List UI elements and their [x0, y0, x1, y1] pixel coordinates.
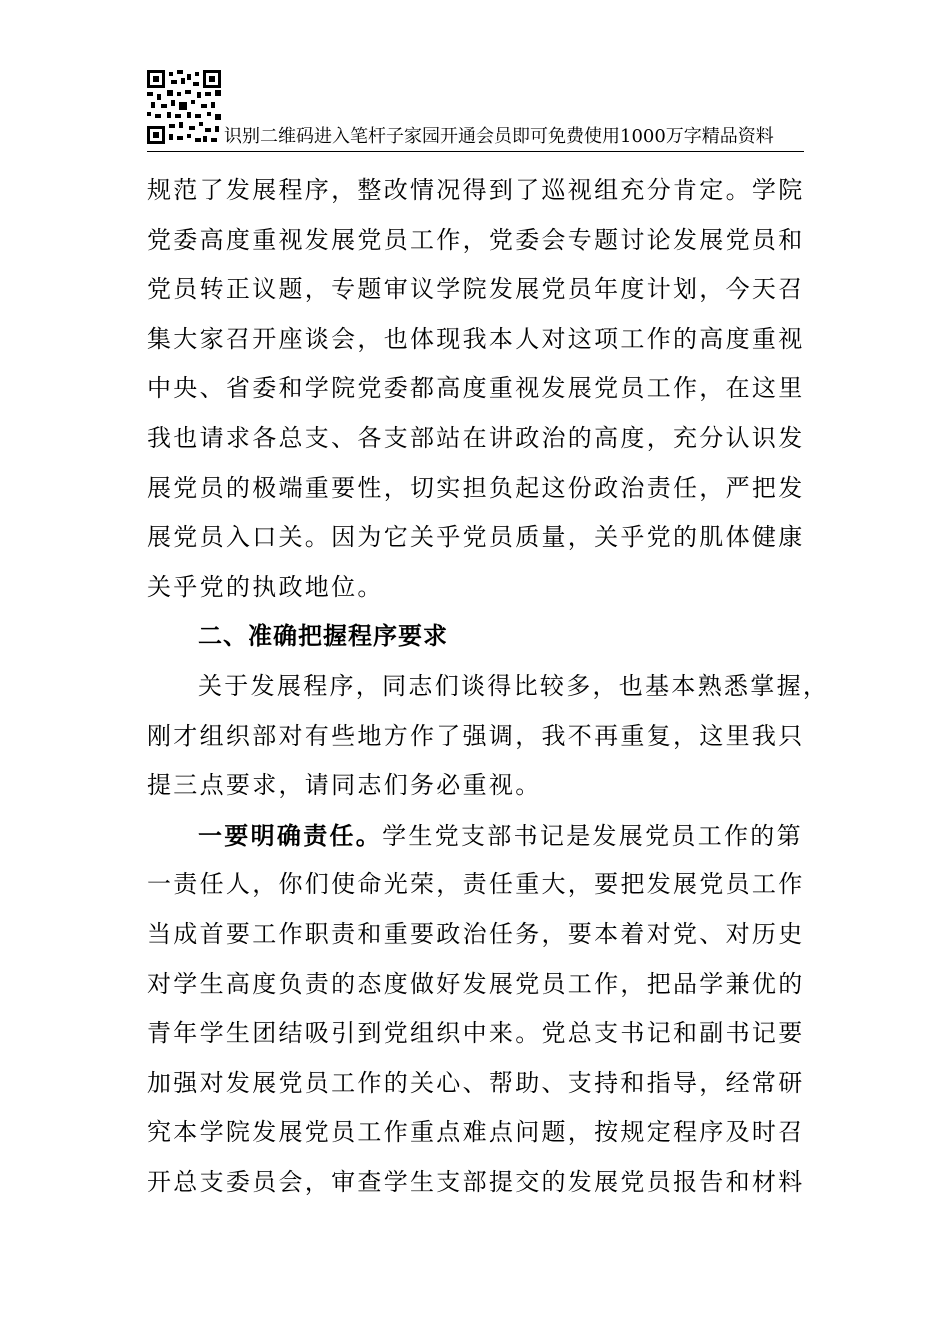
header-banner-text: 识别二维码进入笔杆子家园开通会员即可免费使用1000万字精品资料	[224, 126, 774, 147]
section-heading: 二、准确把握程序要求	[198, 622, 448, 651]
body-line: 开总支委员会，审查学生支部提交的发展党员报告和材料	[147, 1167, 805, 1196]
body-line: 我也请求各总支、各支部站在讲政治的高度，充分认识发	[147, 423, 805, 452]
body-line: 青年学生团结吸引到党组织中来。党总支书记和副书记要	[147, 1019, 805, 1048]
body-line: 关乎党的执政地位。	[147, 572, 384, 601]
body-line: 一责任人，你们使命光荣，责任重大，要把发展党员工作	[147, 870, 805, 899]
header-divider	[147, 151, 804, 152]
body-line: 提三点要求，请同志们务必重视。	[147, 771, 542, 800]
paragraph-lead: 一要明确责任。	[198, 820, 383, 850]
body-line: 党委高度重视发展党员工作，党委会专题讨论发展党员和	[147, 225, 805, 254]
body-line: 展党员入口关。因为它关乎党员质量，关乎党的肌体健康	[147, 523, 805, 552]
body-line: 中央、省委和学院党委都高度重视发展党员工作，在这里	[147, 374, 805, 403]
body-line: 对学生高度负责的态度做好发展党员工作，把品学兼优的	[147, 969, 805, 998]
body-line: 刚才组织部对有些地方作了强调，我不再重复，这里我只	[147, 721, 805, 750]
paragraph-text: 学生党支部书记是发展党员工作的第	[382, 821, 803, 850]
body-line: 加强对发展党员工作的关心、帮助、支持和指导，经常研	[147, 1068, 805, 1097]
qr-code-icon	[147, 70, 221, 144]
body-line: 究本学院发展党员工作重点难点问题，按规定程序及时召	[147, 1118, 805, 1147]
body-line: 当成首要工作职责和重要政治任务，要本着对党、对历史	[147, 919, 805, 948]
body-line: 党员转正议题，专题审议学院发展党员年度计划，今天召	[147, 275, 805, 304]
body-line: 规范了发展程序，整改情况得到了巡视组充分肯定。学院	[147, 176, 805, 204]
body-line: 关于发展程序，同志们谈得比较多，也基本熟悉掌握，	[198, 671, 830, 700]
body-line	[147, 811, 807, 861]
body-line: 集大家召开座谈会，也体现我本人对这项工作的高度重视	[147, 324, 805, 353]
document-body	[147, 166, 830, 1207]
body-line: 展党员的极端重要性，切实担负起这份政治责任，严把发	[147, 473, 805, 502]
